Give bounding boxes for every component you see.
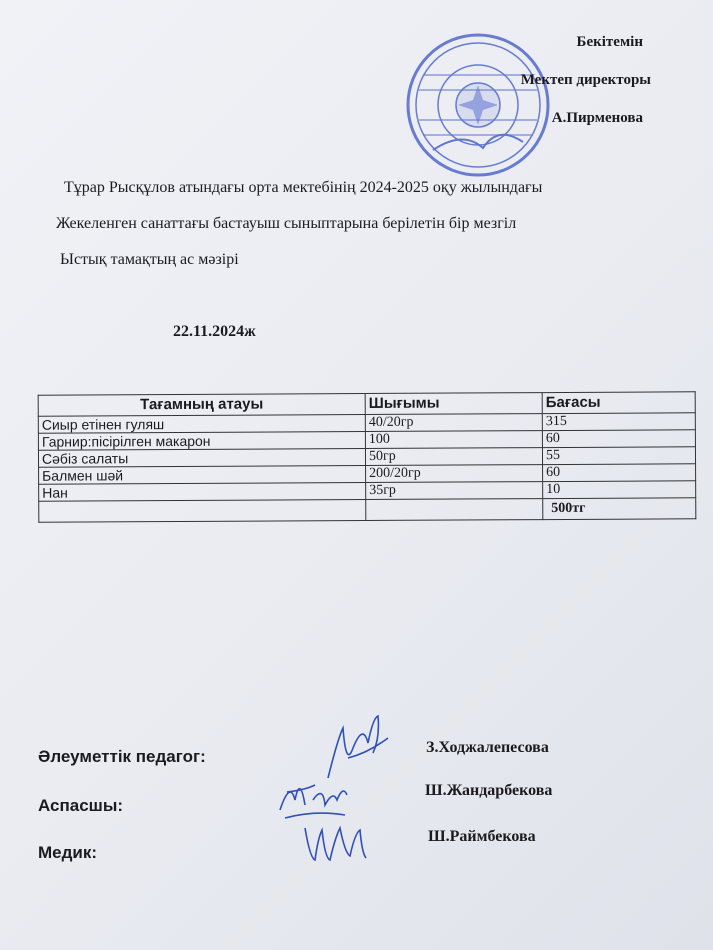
signature-scribble-icon bbox=[300, 818, 370, 868]
signature-name-medic: Ш.Раймбекова bbox=[428, 828, 536, 845]
director-title: Мектеп директоры bbox=[520, 72, 651, 88]
document-date: 22.11.2024ж bbox=[173, 323, 256, 340]
dish-name: Нан bbox=[39, 483, 366, 502]
header-dish-name: Тағамның атауы bbox=[38, 394, 365, 417]
document-title bbox=[56, 180, 542, 288]
official-stamp-icon bbox=[403, 30, 553, 180]
header-yield: Шығымы bbox=[365, 393, 542, 415]
approval-block bbox=[403, 30, 651, 180]
signature-name-cook: Ш.Жандарбекова bbox=[425, 782, 553, 799]
dish-yield: 40/20гр bbox=[365, 414, 542, 432]
title-line-1: Тұрар Рысқұлов атындағы орта мектебінің 2024-2025 оқу жылындағы bbox=[64, 179, 543, 196]
signature-role-medic: Медик: bbox=[38, 843, 98, 862]
total-row bbox=[39, 498, 696, 522]
signature-scribble-icon bbox=[275, 770, 350, 825]
dish-price: 10 bbox=[543, 481, 696, 499]
approval-label: Бекітемін bbox=[576, 34, 643, 50]
total-empty-cell bbox=[39, 500, 366, 523]
dish-name: Балмен шәй bbox=[39, 466, 366, 485]
signature-role-social-pedagogue: Әлеуметтік педагог: bbox=[38, 747, 206, 766]
dish-yield: 50гр bbox=[365, 448, 542, 466]
title-line-3: Ыстық тамақтың ас мәзірі bbox=[60, 251, 239, 268]
total-price: 500тг bbox=[543, 498, 696, 520]
director-name: А.Пирменова bbox=[551, 110, 643, 126]
dish-price: 315 bbox=[542, 413, 695, 431]
dish-yield: 100 bbox=[365, 431, 542, 449]
title-line-2: Жекеленген санаттағы бастауыш сыныптарына берілетін бір мезгіл bbox=[56, 215, 517, 232]
header-price: Бағасы bbox=[542, 392, 695, 414]
dish-price: 60 bbox=[543, 464, 696, 482]
signature-name-social-pedagogue: З.Ходжалепесова bbox=[426, 739, 549, 756]
dish-price: 60 bbox=[542, 430, 695, 448]
dish-name: Гарнир:пісірілген макарон bbox=[38, 432, 365, 451]
dish-yield: 35гр bbox=[366, 482, 543, 500]
dish-name: Сәбіз салаты bbox=[38, 449, 365, 468]
total-empty-cell bbox=[366, 499, 543, 521]
dish-yield: 200/20гр bbox=[366, 465, 543, 483]
menu-table bbox=[38, 391, 697, 522]
signature-role-cook: Аспасшы: bbox=[38, 796, 124, 815]
dish-price: 55 bbox=[542, 447, 695, 465]
dish-name: Сиыр етінен гуляш bbox=[38, 415, 365, 434]
